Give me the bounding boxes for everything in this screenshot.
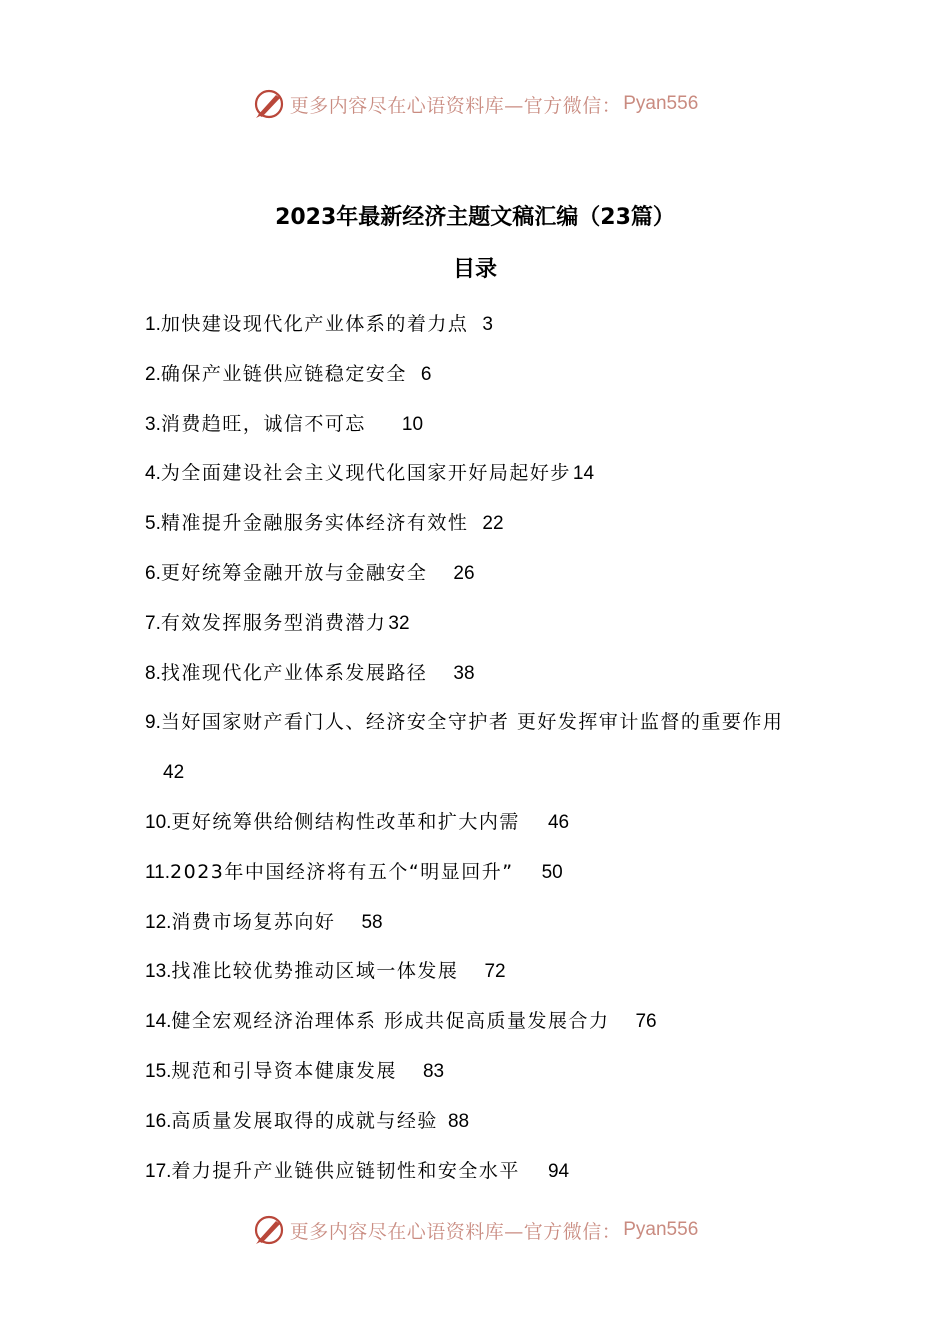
toc-item-page: 88 <box>447 1110 470 1132</box>
toc-item-page: 10 <box>401 413 424 435</box>
toc-item-number: 15. <box>145 1060 172 1082</box>
toc-item-number: 10. <box>145 811 172 833</box>
toc-item[interactable] <box>145 798 815 848</box>
toc-item-page: 50 <box>541 861 563 883</box>
toc-item-page: 42 <box>163 762 185 784</box>
toc-item-title: 有效发挥服务型消费潜力 <box>160 611 387 634</box>
toc-item-page: 76 <box>635 1011 657 1033</box>
toc-item-page: 58 <box>361 911 383 933</box>
toc-item[interactable] <box>145 898 815 948</box>
toc-item-title: 健全宏观经济治理体系 形成共促高质量发展合力 <box>171 1010 610 1033</box>
toc-item[interactable] <box>145 848 815 898</box>
toc-item-number: 13. <box>145 961 172 983</box>
toc-item-page: 26 <box>453 562 475 584</box>
table-of-contents <box>145 300 815 1196</box>
toc-item-title: 加快建设现代化产业体系的着力点 <box>160 313 469 335</box>
toc-item[interactable] <box>145 1047 815 1097</box>
toc-item-number: 12. <box>145 911 172 933</box>
toc-item-title: 消费市场复苏向好 <box>171 910 336 933</box>
toc-item-title: 消费趋旺，诚信不可忘 <box>160 412 366 435</box>
toc-item-title: 规范和引导资本健康发展 <box>171 1059 397 1082</box>
toc-item[interactable] <box>145 350 815 400</box>
toc-item-page: 38 <box>453 662 475 684</box>
toc-item-title: 找准比较优势推动区域一体发展 <box>171 960 459 983</box>
banner-text: 更多内容尽在心语资料库—官方微信： <box>289 94 622 117</box>
toc-heading: 目录 <box>452 257 497 282</box>
toc-item[interactable] <box>145 649 815 699</box>
toc-item[interactable] <box>145 997 815 1047</box>
toc-item-number: 11. <box>145 861 171 883</box>
toc-item-title: 高质量发展取得的成就与经验 <box>171 1109 438 1132</box>
toc-item-number: 2. <box>145 363 161 385</box>
toc-item-title: 2023年中国经济将有五个“明显回升” <box>170 860 514 883</box>
pen-logo-icon <box>252 1213 286 1247</box>
toc-item-title: 着力提升产业链供应链韧性和安全水平 <box>171 1159 520 1182</box>
toc-item-number: 1. <box>145 314 161 335</box>
toc-item-number: 7. <box>145 612 161 634</box>
toc-item[interactable] <box>145 300 815 350</box>
toc-item[interactable] <box>145 599 815 649</box>
toc-item-page: 3 <box>482 314 493 335</box>
toc-item-number: 14. <box>145 1011 172 1033</box>
pen-logo-icon <box>252 87 286 121</box>
toc-item-number: 17. <box>145 1160 172 1182</box>
toc-item-title: 精准提升金融服务实体经济有效性 <box>160 512 469 535</box>
toc-item-title: 当好国家财产看门人、经济安全守护者 更好发挥审计监督的重要作用 <box>160 711 784 734</box>
toc-item[interactable] <box>145 698 810 798</box>
footer-watermark-banner <box>0 1208 950 1252</box>
toc-item[interactable] <box>145 400 815 450</box>
toc-item-title: 更好统筹金融开放与金融安全 <box>160 561 428 584</box>
toc-item-page: 6 <box>420 363 432 385</box>
toc-item-number: 16. <box>145 1110 172 1132</box>
toc-item-page: 94 <box>547 1160 570 1182</box>
toc-item-number: 4. <box>145 463 161 485</box>
toc-item[interactable] <box>145 1097 815 1147</box>
toc-item[interactable] <box>145 449 815 499</box>
toc-item-page: 32 <box>388 612 410 634</box>
toc-item-number: 5. <box>145 513 161 535</box>
toc-item-page: 22 <box>482 513 504 535</box>
toc-item[interactable] <box>145 1147 815 1197</box>
toc-item-title: 更好统筹供给侧结构性改革和扩大内需 <box>171 810 520 833</box>
document-title: 2023年最新经济主题文稿汇编（23篇） <box>275 205 675 230</box>
banner-wechat-id: Pyan556 <box>623 93 699 114</box>
toc-item[interactable] <box>145 499 815 549</box>
toc-item[interactable] <box>145 549 815 599</box>
toc-item-title: 为全面建设社会主义现代化国家开好局起好步 <box>160 462 571 485</box>
toc-item-number: 6. <box>145 562 161 584</box>
banner-text: 更多内容尽在心语资料库—官方微信： <box>289 1220 622 1243</box>
toc-item-page: 14 <box>572 463 595 485</box>
header-watermark-banner <box>0 82 950 126</box>
toc-item-title: 确保产业链供应链稳定安全 <box>160 362 407 385</box>
toc-item-page: 72 <box>484 961 506 983</box>
toc-item-title: 找准现代化产业体系发展路径 <box>160 661 428 684</box>
toc-item-page: 83 <box>422 1060 445 1082</box>
toc-item-number: 8. <box>145 662 161 684</box>
toc-item[interactable] <box>145 947 815 997</box>
banner-wechat-id: Pyan556 <box>623 1219 699 1240</box>
toc-item-page: 46 <box>547 811 570 833</box>
toc-item-number: 3. <box>145 413 161 435</box>
toc-item-number: 9. <box>145 712 161 734</box>
